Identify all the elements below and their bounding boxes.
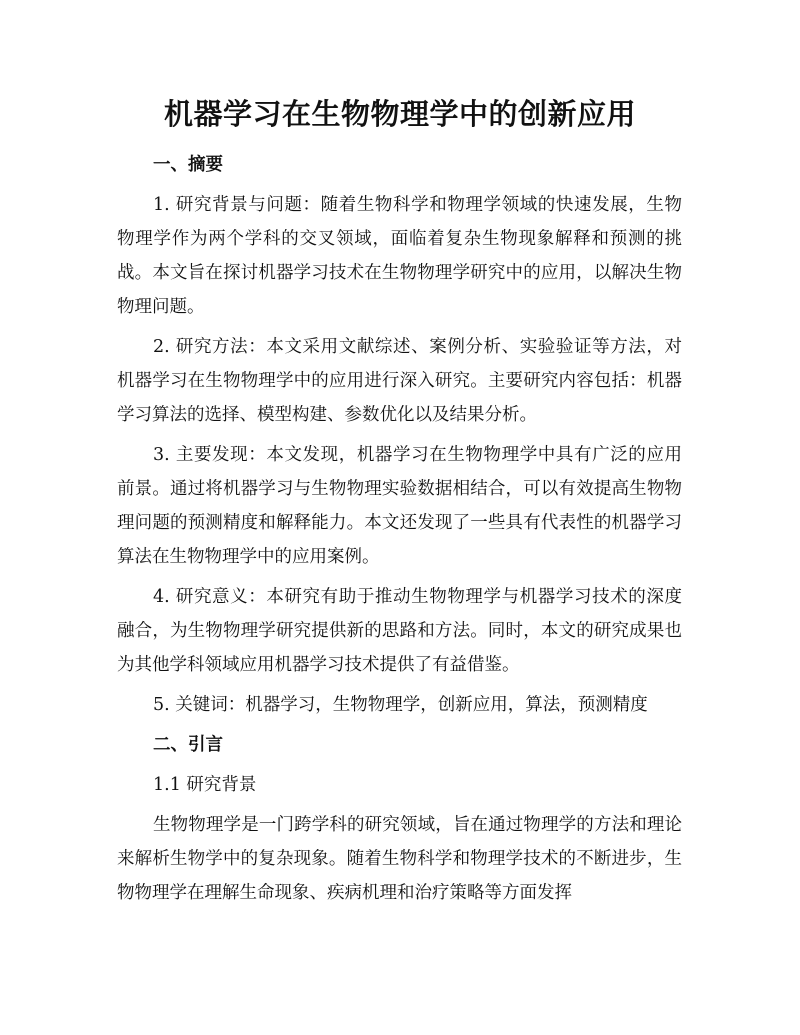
abstract-item-4: 4. 研究意义：本研究有助于推动生物物理学与机器学习技术的深度融合，为生物物理学研究提供新的思路和方法。同时，本文的研究成果也为其他学科领域应用机器学习技术提供了有益借鉴。 <box>117 587 682 675</box>
intro-paragraph: 生物物理学是一门跨学科的研究领域，旨在通过物理学的方法和理论来解析生物学中的复杂现象。随着生物科学和物理学技术的不断进步，生物物理学在理解生命现象、疾病机理和治疗策略等方面发挥 <box>117 815 682 903</box>
abstract-item-2: 2. 研究方法：本文采用文献综述、案例分析、实验验证等方法，对机器学习在生物物理学中的应用进行深入研究。主要研究内容包括：机器学习算法的选择、模型构建、参数优化以及结果分析。 <box>117 337 682 425</box>
section-heading-abstract: 一、摘要 <box>153 155 223 175</box>
document-body <box>117 148 682 916</box>
section-heading-introduction: 二、引言 <box>153 735 223 755</box>
abstract-item-5: 5. 关键词：机器学习，生物物理学，创新应用，算法，预测精度 <box>153 695 648 715</box>
subsection-heading-background: 1.1 研究背景 <box>153 775 257 795</box>
abstract-item-1: 1. 研究背景与问题：随着生物科学和物理学领域的快速发展，生物物理学作为两个学科的交叉领域，面临着复杂生物现象解释和预测的挑战。本文旨在探讨机器学习技术在生物物理学研究中的应用，以解决生物物理问题。 <box>117 195 682 317</box>
abstract-item-3: 3. 主要发现：本文发现，机器学习在生物物理学中具有广泛的应用前景。通过将机器学习与生物物理实验数据相结合，可以有效提高生物物理问题的预测精度和解释能力。本文还发现了一些具有代表性的机器学习算法在生物物理学中的应用案例。 <box>117 445 682 567</box>
page-title: 机器学习在生物物理学中的创新应用 <box>163 97 636 131</box>
